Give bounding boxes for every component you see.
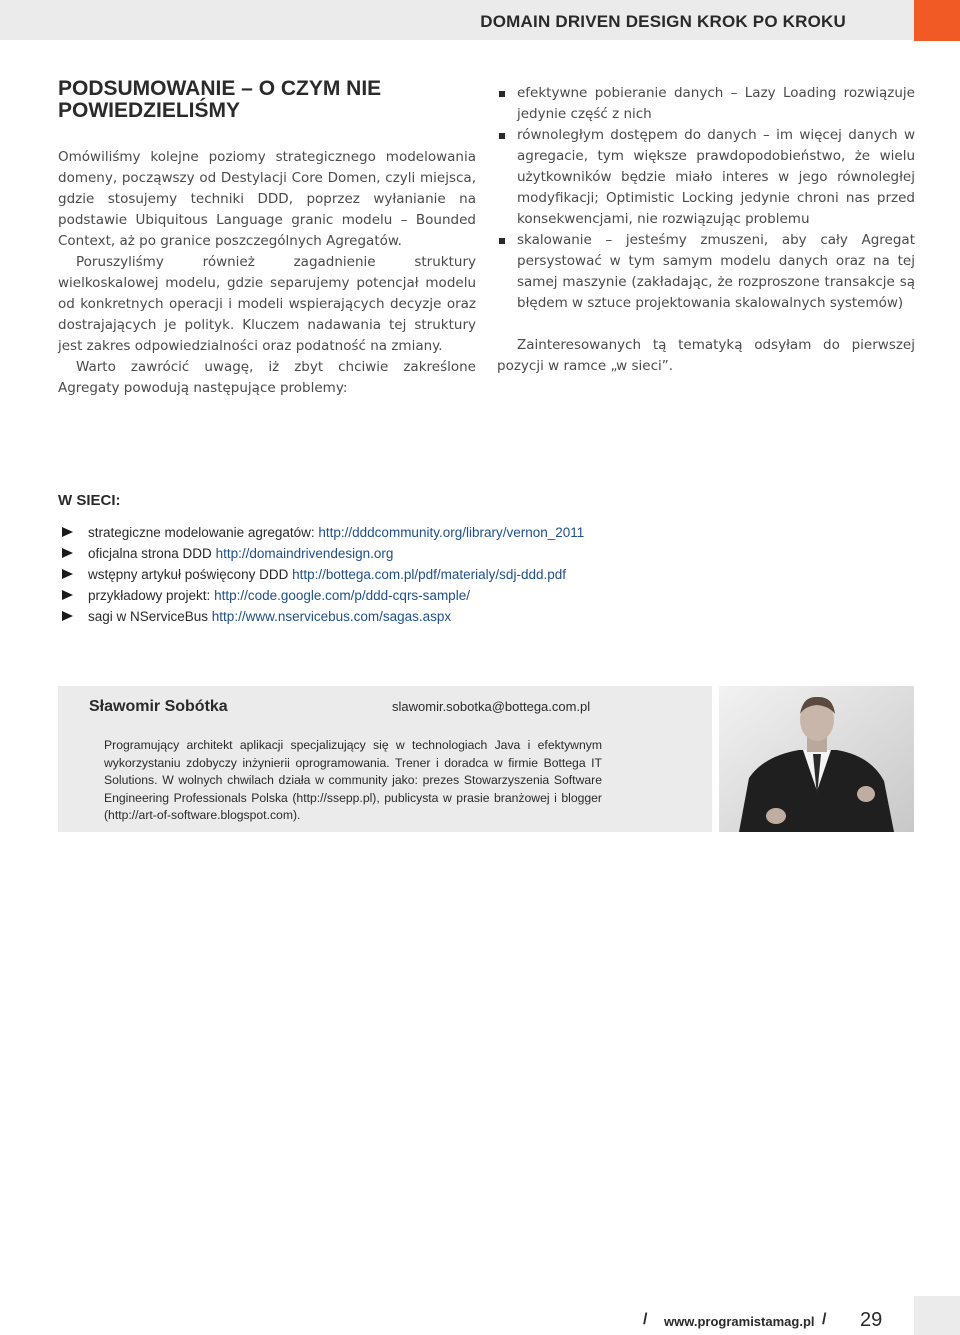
author-bio: Programujący architekt aplikacji specjalizujący się w technologiach Java i efektywnym wykorzystaniu zdobyczy inżynierii oprogramowania. Trener i doradca w firmie Bottega IT Solutions. W wolnych chwilach działa w community jako: prezes Stowarzyszenia Software Engineering Professionals Polska (http://ssepp.pl), publicysta w prasie branżowej i blogger (http://art-of-software.blogspot.com). [104, 738, 602, 822]
list-item: równoległym dostępem do danych – im więcej danych w agregacie, tym większe prawdopodobieństwo, że wielu użytkowników będzie miało interes w jego równoległej modyfikacji; Optimistic Locking jedynie chroni nas przed konsekwencjami, nie rozwiązując problemu [497, 125, 915, 230]
author-portrait-image [719, 686, 914, 832]
right-column [497, 83, 915, 377]
article-section-title: PODSUMOWANIE – O CZYM NIE POWIEDZIELIŚMY [58, 77, 382, 122]
paragraph-aggregate-problems-intro: Warto zawrócić uwagę, iż zbyt chciwie zakreślone Agregaty powodują następujące problemy: [58, 359, 476, 396]
list-item [62, 585, 584, 606]
page-number: 29 [860, 1309, 883, 1331]
link-label: oficjalna strona DDD [88, 546, 216, 561]
list-item: efektywne pobieranie danych – Lazy Loading rozwiązuje jedynie część z nich [497, 83, 915, 125]
author-photo [719, 686, 914, 832]
link-url[interactable]: http://dddcommunity.org/library/vernon_2011 [318, 525, 585, 540]
triangle-bullet-icon [62, 548, 73, 558]
link-url[interactable]: http://code.google.com/p/ddd-cqrs-sample/ [214, 588, 470, 603]
link-label: sagi w NServiceBus [88, 609, 212, 624]
link-label: strategiczne modelowanie agregatów: [88, 525, 319, 540]
link-label: przykładowy projekt: [88, 588, 215, 603]
link-label: wstępny artykuł poświęcony DDD [88, 567, 293, 582]
paragraph-summary: Omówiliśmy kolejne poziomy strategicznego modelowania domeny, począwszy od Destylacji Core Domen, czyli miejsca, gdzie stosujemy techniki DDD, poprzez wyłanianie na podstawie Ubiquitous Language granic modelu – Bounded Context, aż po granice poszczególnych Agregatów. [58, 149, 476, 249]
link-url[interactable]: http://domaindrivendesign.org [215, 546, 394, 561]
triangle-bullet-icon [62, 590, 73, 600]
footer-slash: / [822, 1311, 827, 1328]
list-item [62, 564, 584, 585]
author-email[interactable]: slawomir.sobotka@bottega.com.pl [392, 699, 591, 714]
footer-slash: / [643, 1311, 648, 1328]
footer-website[interactable]: www.programistamag.pl [664, 1314, 815, 1329]
web-links-heading: W SIECI: [58, 492, 121, 509]
header-accent-block [914, 0, 960, 40]
list-item [62, 543, 584, 564]
link-url[interactable]: http://www.nservicebus.com/sagas.aspx [211, 609, 452, 624]
header-accent-line [914, 40, 960, 41]
triangle-bullet-icon [62, 611, 73, 621]
closing-paragraph: Zainteresowanych tą tematyką odsyłam do pierwszej pozycji w ramce „w sieci”. [497, 337, 915, 374]
footer-page-band [914, 1296, 960, 1335]
web-links-list [62, 522, 584, 627]
list-item [62, 522, 584, 543]
triangle-bullet-icon [62, 527, 73, 537]
list-item: skalowanie – jesteśmy zmuszeni, aby cały Agregat persystować w tym samym modelu danych oraz na tej samej maszynie (zakładając, że rozproszone transakcje są błędem w sztuce projektowania skalowalnych systemów) [497, 230, 915, 314]
list-item [62, 606, 584, 627]
author-name: Sławomir Sobótka [89, 698, 228, 715]
problems-list [497, 83, 915, 314]
left-column [58, 147, 476, 399]
link-url[interactable]: http://bottega.com.pl/pdf/materialy/sdj-ddd.pdf [292, 567, 566, 582]
running-header-title: DOMAIN DRIVEN DESIGN KROK PO KROKU [480, 12, 846, 31]
paragraph-large-scale-structure: Poruszyliśmy również zagadnienie struktury wielkoskalowej modelu, gdzie separujemy potencjał modelu od konkretnych operacji i modeli wspierających decyzje oraz dostrajających je polityk. Kluczem nadawania tej struktury jest zakres odpowiedzialności oraz podatność na zmiany. [58, 254, 476, 354]
triangle-bullet-icon [62, 569, 73, 579]
